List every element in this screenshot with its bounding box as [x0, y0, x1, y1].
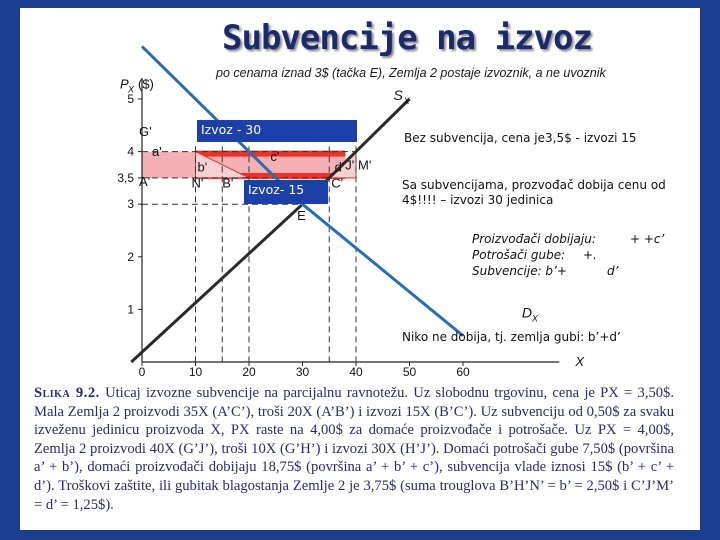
y-tick-label: 2: [127, 249, 134, 264]
export-30-box: Izvoz - 30: [197, 120, 357, 142]
y-axis-label-unit: ($): [138, 76, 154, 92]
y-axis-label: P: [120, 76, 129, 92]
note-country-loses: Niko ne dobija, tj. zemlja gubi: b’+d’: [402, 330, 621, 344]
label-a-prime: A': [139, 173, 151, 189]
label-m-prime: M': [358, 157, 372, 173]
note-consumers-label: Potrošači gube:: [472, 248, 566, 262]
x-tick-label: 60: [456, 365, 470, 379]
note-producers-value: + +c’: [630, 232, 665, 246]
x-tick-label: 20: [242, 365, 256, 379]
y-axis-label-sub: X: [128, 84, 135, 95]
label-n-prime: N': [191, 175, 204, 191]
label-a-small: a': [152, 143, 162, 159]
demand-label-sub: X: [531, 313, 538, 324]
x-tick-label: 50: [402, 365, 417, 379]
label-g-prime: G': [139, 123, 152, 139]
label-e: E: [297, 207, 306, 223]
note-producers-label: Proizvođači dobijaju:: [472, 232, 596, 246]
y-tick-label: 5: [127, 92, 134, 106]
label-b-prime: B': [222, 175, 234, 191]
label-j-prime: J': [345, 157, 355, 173]
caption-label: Slika 9.2.: [34, 385, 100, 401]
label-c-small: c': [270, 149, 280, 165]
slide-subtitle: po cenama iznad 3$ (tačka E), Zemlja 2 postaje izvoznik, a ne uvoznik: [216, 66, 606, 80]
demand-label: D: [521, 304, 532, 321]
caption-text: Uticaj izvozne subvencije na parcijalnu ravnotežu. Uz slobodnu trgovinu, cena je PX = 3,50$. Mala Zemlja 2 proizvodi 35X (A’C’), troši 20X (A’B’) i izvozi 15X (B’C’). Uz subvenciju od 0,50$ za svaku izveženu jedinicu proizvoda X, PX raste na 4,00$ za domaće proizvođače i potrošače. Uz PX = 4,00$, Zemlja 2 proizvodi 40X (G’J’), troši 10X (G’H’) i izvozi 30X (H’J’). Domaći potrošači gube 7,50$ (površina a’ + b’), domaći proizvođači dobijaju 18,75$ (površina a’ + b’ + c’), subvencija vlade iznosi 15$ (b’ + c’ + d’). Troškovi zaštite, ili gubitak blagostanja Zemlje 2 je 3,75$ (suma trouglova B’H’N’ = b’ = 2,50$ i C’J’M’ = d’ = 1,25$).: [34, 385, 675, 513]
x-tick-label: 0: [138, 365, 146, 379]
y-tick-label: 3,5: [117, 170, 134, 185]
slide-title: Subvencije na izvoz: [222, 18, 592, 58]
y-tick-label: 4: [127, 144, 134, 159]
supply-label-sub: X: [403, 96, 410, 107]
x-tick-label: 30: [295, 365, 310, 379]
export-15-box: Izvoz- 15: [244, 180, 328, 204]
figure-caption: [34, 384, 674, 514]
note-subsidies-label: Subvencije: b’+: [472, 264, 567, 278]
y-tick-label: 3: [127, 197, 134, 212]
label-c-prime: C': [331, 175, 344, 191]
note-with-subsidy: Sa subvencijama, prozvođač dobija cenu od 4$!!!! – izvozi 30 jedinica: [402, 178, 666, 207]
note-subsidies-value: d’: [607, 264, 619, 278]
label-d-small: d': [334, 159, 345, 175]
note-without-subsidy: Bez subvencija, cena je3,5$ - izvozi 15: [404, 131, 637, 145]
note-consumers-value: +.: [583, 248, 597, 262]
label-b-small: b': [197, 159, 208, 175]
x-tick-label: 10: [188, 365, 203, 379]
y-tick-label: 1: [127, 302, 134, 317]
supply-label: S: [393, 87, 403, 104]
x-tick-label: 40: [349, 365, 363, 379]
x-axis-label: X: [575, 354, 585, 369]
